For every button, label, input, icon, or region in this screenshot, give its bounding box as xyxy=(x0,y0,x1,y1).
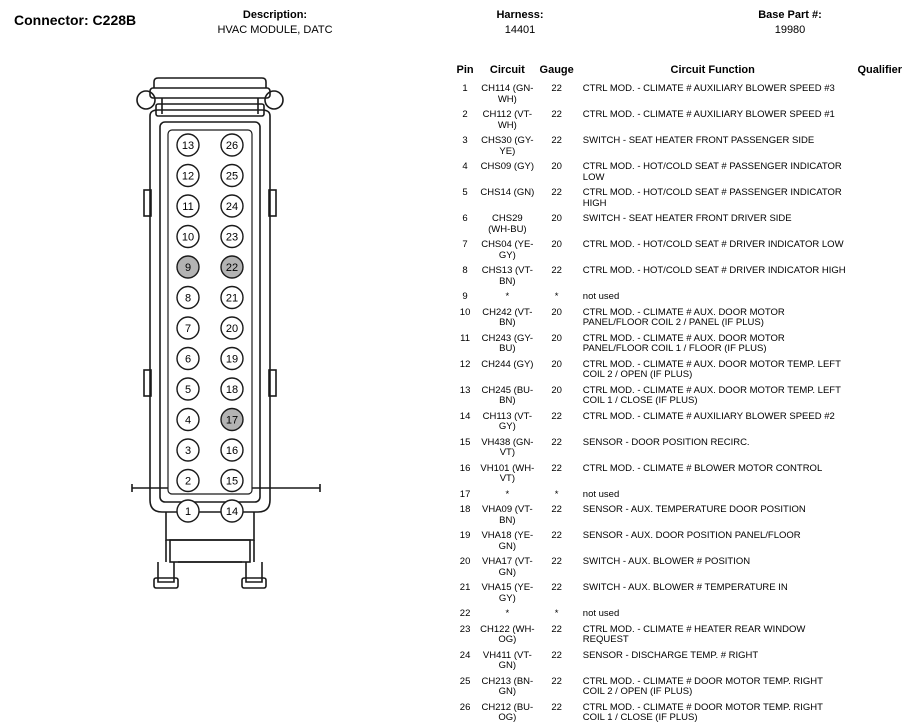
cell-qualifier xyxy=(849,623,911,649)
table-row xyxy=(452,436,911,462)
cell-pin: 13 xyxy=(459,384,471,396)
cell-circuit: CHS13 (VT-BN) xyxy=(481,265,533,287)
table-row xyxy=(452,503,911,529)
cell-qualifier xyxy=(849,384,911,410)
pin-number-12: 12 xyxy=(181,170,195,183)
cell-qualifier xyxy=(849,306,911,332)
pin-number-10: 10 xyxy=(181,231,195,244)
cell-gauge: 20 xyxy=(551,239,562,250)
cell-pin: 20 xyxy=(459,556,471,567)
table-row xyxy=(452,555,911,581)
cell-gauge: 22 xyxy=(551,265,562,276)
cell-gauge: 22 xyxy=(551,556,562,567)
cell-qualifier xyxy=(849,290,911,306)
connector-title: Connector: C228B xyxy=(14,12,137,28)
cell-pin: 16 xyxy=(459,462,471,474)
cell-pin: 10 xyxy=(459,306,471,318)
pin-number-13: 13 xyxy=(181,140,195,152)
cell-function: CTRL MOD. - CLIMATE # BLOWER MOTOR CONTROL xyxy=(582,462,823,474)
table-row xyxy=(452,410,911,436)
cell-qualifier xyxy=(849,186,911,212)
pin-number-1: 1 xyxy=(184,506,192,518)
cell-gauge: 22 xyxy=(551,187,562,198)
col-header-function: Circuit Function xyxy=(670,64,755,76)
cell-function: CTRL MOD. - CLIMATE # DOOR MOTOR TEMP. RIGHT COIL 2 / OPEN (IF PLUS) xyxy=(582,675,823,697)
pin-table xyxy=(452,64,911,727)
cell-function: CTRL MOD. - CLIMATE # AUXILIARY BLOWER SPEED #3 xyxy=(582,83,835,94)
cell-gauge: 22 xyxy=(551,83,562,94)
cell-circuit: * xyxy=(505,291,510,302)
cell-pin: 22 xyxy=(459,608,471,619)
table-row xyxy=(452,488,911,504)
cell-gauge: 20 xyxy=(551,358,562,370)
cell-pin: 1 xyxy=(462,83,468,94)
cell-circuit: CH113 (VT-GY) xyxy=(482,410,533,432)
cell-qualifier xyxy=(849,701,911,727)
pin-number-23: 23 xyxy=(225,231,239,244)
cell-function: SWITCH - SEAT HEATER FRONT PASSENGER SIDE xyxy=(582,135,815,146)
cell-circuit: VHA17 (VT-GN) xyxy=(482,556,533,578)
pin-number-25: 25 xyxy=(225,170,239,183)
table-row xyxy=(452,134,911,160)
cell-qualifier xyxy=(849,108,911,134)
cell-gauge: 22 xyxy=(551,436,562,448)
cell-function: not used xyxy=(582,608,620,619)
cell-qualifier xyxy=(849,238,911,264)
cell-function: SENSOR - DOOR POSITION RECIRC. xyxy=(582,436,750,448)
cell-circuit: VH438 (GN-VT) xyxy=(481,436,534,458)
cell-circuit: CH242 (VT-BN) xyxy=(482,306,533,328)
cell-function: SWITCH - AUX. BLOWER # POSITION xyxy=(582,556,751,567)
cell-pin: 11 xyxy=(460,332,471,344)
col-header-gauge: Gauge xyxy=(539,64,574,76)
base-part-block xyxy=(700,8,880,38)
cell-circuit: VHA09 (VT-BN) xyxy=(482,504,533,526)
cell-gauge: * xyxy=(554,608,559,619)
pin-number-24: 24 xyxy=(225,201,239,213)
cell-gauge: 22 xyxy=(551,530,562,541)
cell-gauge: 20 xyxy=(551,332,562,344)
table-row xyxy=(452,186,911,212)
cell-gauge: 22 xyxy=(551,410,562,422)
table-header-row xyxy=(452,64,911,82)
pin-number-21: 21 xyxy=(225,292,239,305)
cell-gauge: 20 xyxy=(551,161,562,172)
cell-qualifier xyxy=(849,134,911,160)
cell-function: CTRL MOD. - CLIMATE # HEATER REAR WINDOW REQUEST xyxy=(582,623,806,645)
table-row xyxy=(452,701,911,727)
pin-number-19: 19 xyxy=(225,353,239,366)
table-row xyxy=(452,623,911,649)
table-row xyxy=(452,358,911,384)
cell-gauge: 22 xyxy=(551,109,562,120)
pin-number-7: 7 xyxy=(184,323,192,335)
cell-circuit: CHS29 (WH-BU) xyxy=(488,213,527,235)
col-header-qualifier: Qualifier xyxy=(857,64,903,76)
cell-function: CTRL MOD. - CLIMATE # AUX. DOOR MOTOR PANEL/FLOOR COIL 1 / FLOOR (IF PLUS) xyxy=(582,332,785,354)
cell-pin: 14 xyxy=(459,410,471,422)
cell-pin: 2 xyxy=(462,109,468,120)
cell-qualifier xyxy=(849,462,911,488)
cell-function: CTRL MOD. - CLIMATE # DOOR MOTOR TEMP. RIGHT COIL 1 / CLOSE (IF PLUS) xyxy=(582,701,823,723)
cell-function: SWITCH - SEAT HEATER FRONT DRIVER SIDE xyxy=(582,213,792,224)
cell-function: CTRL MOD. - HOT/COLD SEAT # DRIVER INDICATOR LOW xyxy=(582,239,844,250)
col-header-pin: Pin xyxy=(456,64,474,76)
table-row xyxy=(452,675,911,701)
cell-pin: 18 xyxy=(459,504,471,515)
table-row xyxy=(452,108,911,134)
cell-pin: 24 xyxy=(459,649,471,661)
cell-function: CTRL MOD. - CLIMATE # AUXILIARY BLOWER SPEED #1 xyxy=(582,109,835,120)
table-row xyxy=(452,581,911,607)
cell-circuit: CH213 (BN-GN) xyxy=(481,675,534,697)
connector-diagram xyxy=(110,70,440,590)
table-row xyxy=(452,384,911,410)
document-header xyxy=(0,0,913,44)
cell-circuit: CH245 (BU-BN) xyxy=(481,384,534,406)
cell-function: SENSOR - DISCHARGE TEMP. # RIGHT xyxy=(582,649,759,661)
table-row xyxy=(452,264,911,290)
cell-function: SENSOR - AUX. DOOR POSITION PANEL/FLOOR xyxy=(582,530,801,541)
cell-qualifier xyxy=(849,160,911,186)
table-row xyxy=(452,238,911,264)
pin-number-3: 3 xyxy=(184,445,192,457)
cell-pin: 5 xyxy=(462,187,468,198)
cell-circuit: CH212 (BU-OG) xyxy=(481,701,534,723)
table-row xyxy=(452,529,911,555)
cell-qualifier xyxy=(849,581,911,607)
cell-pin: 26 xyxy=(459,701,471,713)
cell-gauge: 22 xyxy=(551,462,562,474)
cell-pin: 7 xyxy=(462,239,468,250)
cell-pin: 3 xyxy=(462,135,468,146)
table-row xyxy=(452,290,911,306)
cell-circuit: CHS30 (GY-YE) xyxy=(481,135,534,157)
cell-pin: 19 xyxy=(459,530,471,541)
cell-qualifier xyxy=(849,503,911,529)
harness-value: 14401 xyxy=(504,24,536,36)
table-row xyxy=(452,212,911,238)
cell-circuit: CHS14 (GN) xyxy=(480,187,535,198)
cell-gauge: 22 xyxy=(551,623,562,635)
pin-number-22: 22 xyxy=(225,262,239,274)
cell-gauge: * xyxy=(554,488,559,500)
cell-function: CTRL MOD. - HOT/COLD SEAT # PASSENGER INDICATOR HIGH xyxy=(582,187,842,209)
pin-number-2: 2 xyxy=(184,475,192,488)
cell-circuit: CH243 (GY-BU) xyxy=(481,332,534,354)
cell-pin: 15 xyxy=(459,436,471,448)
cell-qualifier xyxy=(849,212,911,238)
cell-qualifier xyxy=(849,649,911,675)
table-row xyxy=(452,332,911,358)
cell-qualifier xyxy=(849,529,911,555)
cell-gauge: 20 xyxy=(551,384,562,396)
cell-function: CTRL MOD. - CLIMATE # AUXILIARY BLOWER SPEED #2 xyxy=(582,410,835,422)
cell-function: not used xyxy=(582,488,620,500)
pin-number-18: 18 xyxy=(225,384,239,396)
cell-function: CTRL MOD. - CLIMATE # AUX. DOOR MOTOR TEMP. LEFT COIL 1 / CLOSE (IF PLUS) xyxy=(582,384,841,406)
cell-gauge: 20 xyxy=(551,306,562,318)
cell-qualifier xyxy=(849,555,911,581)
table-row xyxy=(452,649,911,675)
table-row xyxy=(452,82,911,108)
cell-pin: 9 xyxy=(462,291,468,302)
cell-function: CTRL MOD. - CLIMATE # AUX. DOOR MOTOR PANEL/FLOOR COIL 2 / PANEL (IF PLUS) xyxy=(582,306,785,328)
cell-function: CTRL MOD. - HOT/COLD SEAT # PASSENGER INDICATOR LOW xyxy=(582,161,842,183)
cell-circuit: * xyxy=(505,608,510,619)
cell-function: SENSOR - AUX. TEMPERATURE DOOR POSITION xyxy=(582,504,806,515)
pin-number-8: 8 xyxy=(184,292,192,305)
cell-function: CTRL MOD. - HOT/COLD SEAT # DRIVER INDICATOR HIGH xyxy=(582,265,846,276)
cell-qualifier xyxy=(849,264,911,290)
harness-label: Harness: xyxy=(496,9,544,21)
pin-number-14: 14 xyxy=(225,506,239,518)
description-block xyxy=(180,8,370,38)
cell-circuit: VH411 (VT-GN) xyxy=(482,649,532,671)
cell-circuit: VHA15 (YE-GY) xyxy=(481,582,534,604)
cell-gauge: 20 xyxy=(551,213,562,224)
cell-circuit: * xyxy=(505,488,510,500)
cell-gauge: 22 xyxy=(551,675,562,687)
pin-table-wrapper xyxy=(452,64,912,727)
cell-gauge: 22 xyxy=(551,135,562,146)
pin-number-15: 15 xyxy=(225,475,239,488)
description-value: HVAC MODULE, DATC xyxy=(217,24,333,36)
cell-circuit: CHS04 (YE-GY) xyxy=(481,239,534,261)
cell-circuit: CH112 (VT-WH) xyxy=(482,109,533,131)
cell-pin: 21 xyxy=(459,582,471,593)
harness-block xyxy=(440,8,600,38)
base-part-value: 19980 xyxy=(774,24,806,36)
cell-gauge: 22 xyxy=(551,649,562,661)
cell-qualifier xyxy=(849,488,911,504)
cell-circuit: VHA18 (YE-GN) xyxy=(481,530,534,552)
cell-circuit: CH122 (WH-OG) xyxy=(480,623,535,645)
table-row xyxy=(452,462,911,488)
cell-circuit: CHS09 (GY) xyxy=(480,161,534,172)
cell-qualifier xyxy=(849,607,911,623)
cell-pin: 6 xyxy=(462,213,468,224)
cell-circuit: CH244 (GY) xyxy=(481,358,534,370)
cell-function: not used xyxy=(582,291,620,302)
pin-number-16: 16 xyxy=(225,445,239,457)
cell-gauge: * xyxy=(554,291,559,302)
pin-number-26: 26 xyxy=(225,140,239,152)
cell-pin: 17 xyxy=(459,488,471,500)
cell-pin: 25 xyxy=(459,675,471,687)
cell-function: CTRL MOD. - CLIMATE # AUX. DOOR MOTOR TEMP. LEFT COIL 2 / OPEN (IF PLUS) xyxy=(582,358,841,380)
cell-circuit: CH114 (GN-WH) xyxy=(481,83,534,105)
base-part-label: Base Part #: xyxy=(758,9,822,21)
pin-number-5: 5 xyxy=(184,384,192,396)
cell-pin: 4 xyxy=(462,161,468,172)
pin-number-11: 11 xyxy=(182,201,194,213)
cell-pin: 23 xyxy=(459,623,471,635)
cell-qualifier xyxy=(849,332,911,358)
cell-circuit: VH101 (WH-VT) xyxy=(480,462,535,484)
pin-number-4: 4 xyxy=(184,414,192,427)
cell-gauge: 22 xyxy=(551,701,562,713)
description-label: Description: xyxy=(242,9,308,21)
pin-number-20: 20 xyxy=(225,323,239,335)
cell-function: SWITCH - AUX. BLOWER # TEMPERATURE IN xyxy=(582,582,788,593)
pin-number-6: 6 xyxy=(184,353,192,366)
cell-gauge: 22 xyxy=(551,504,562,515)
table-row xyxy=(452,306,911,332)
cell-pin: 12 xyxy=(459,358,471,370)
col-header-circuit: Circuit xyxy=(489,64,525,76)
cell-gauge: 22 xyxy=(551,582,562,593)
table-row xyxy=(452,607,911,623)
cell-qualifier xyxy=(849,436,911,462)
table-row xyxy=(452,160,911,186)
pin-number-9: 9 xyxy=(184,262,192,274)
cell-pin: 8 xyxy=(462,265,468,276)
cell-qualifier xyxy=(849,82,911,108)
pin-number-17: 17 xyxy=(225,414,239,427)
cell-qualifier xyxy=(849,358,911,384)
cell-qualifier xyxy=(849,675,911,701)
cell-qualifier xyxy=(849,410,911,436)
